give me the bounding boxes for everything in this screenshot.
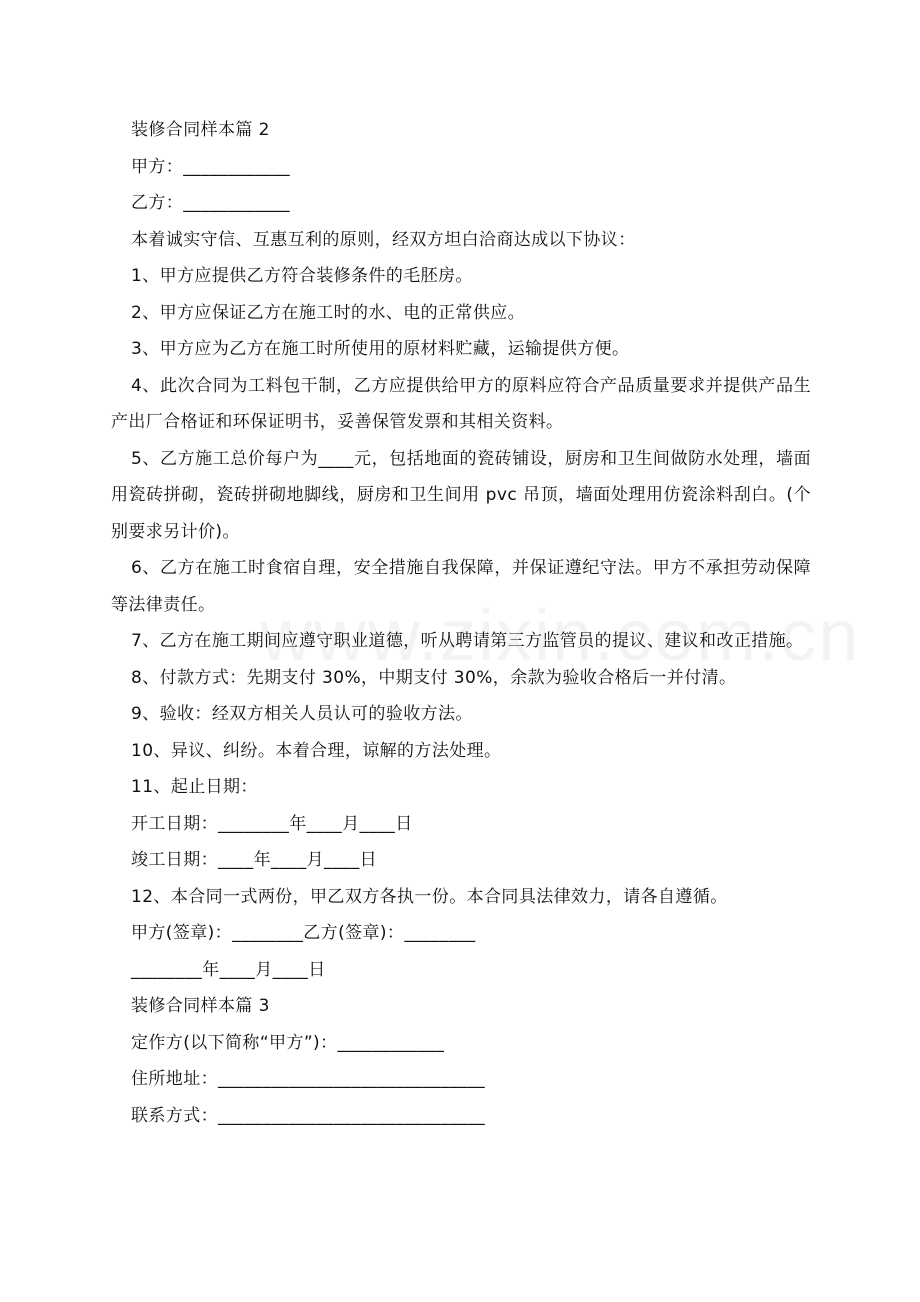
end-date-field: 竣工日期：____年____月____日	[131, 850, 377, 870]
clause-7: 7、乙方在施工期间应遵守职业道德，听从聘请第三方监管员的提议、建议和改正措施。	[131, 631, 804, 651]
party-a-field: 甲方：____________	[131, 156, 290, 177]
section-title: 装修合同样本篇 2	[131, 120, 270, 140]
clause-10: 10、异议、纠纷。本着合理，谅解的方法处理。	[131, 740, 502, 761]
clause-5: 5、乙方施工总价每户为____元，包括地面的瓷砖铺设，厨房和卫生间做防水处理，墙面用瓷砖拼砌，瓷砖拼砌地脚线，厨房和卫生间用 pvc 吊顶，墙面处理用仿瓷涂料刮白。(个别要求另计价)。	[111, 448, 811, 542]
intro-text: 本着诚实守信、互惠互利的原则，经双方坦白洽商达成以下协议：	[131, 229, 636, 250]
contract-body	[111, 112, 811, 1134]
orderer-field: 定作方(以下简称“甲方”)：____________	[131, 1032, 445, 1053]
clause-4: 4、此次合同为工料包干制，乙方应提供给甲方的原料应符合产品质量要求并提供产品生产出厂合格证和环保证明书，妥善保管发票和其相关资料。	[111, 375, 811, 432]
signature-date-field: ________年____月____日	[131, 959, 326, 980]
contact-field: 联系方式：______________________________	[131, 1105, 485, 1126]
start-date-field: 开工日期：________年____月____日	[131, 813, 413, 834]
clause-1: 1、甲方应提供乙方符合装修条件的毛胚房。	[131, 266, 473, 286]
address-field: 住所地址：______________________________	[131, 1069, 485, 1089]
party-b-field: 乙方：____________	[131, 193, 290, 213]
clause-6: 6、乙方在施工时食宿自理，安全措施自我保障，并保证遵纪守法。甲方不承担劳动保障等法律责任。	[111, 558, 811, 615]
clause-3: 3、甲方应为乙方在施工时所使用的原材料贮藏，运输提供方便。	[131, 339, 630, 359]
signature-fields: 甲方(签章)：________乙方(签章)：________	[131, 923, 476, 943]
section-title: 装修合同样本篇 3	[131, 996, 270, 1016]
clause-8: 8、付款方式：先期支付 30%，中期支付 30%，余款为验收合格后一并付清。	[131, 667, 737, 688]
clause-11: 11、起止日期：	[131, 777, 258, 797]
clause-9: 9、验收：经双方相关人员认可的验收方法。	[131, 704, 473, 724]
clause-2: 2、甲方应保证乙方在施工时的水、电的正常供应。	[131, 302, 526, 323]
clause-12: 12、本合同一式两份，甲乙双方各执一份。本合同具法律效力，请各自遵循。	[131, 886, 728, 907]
